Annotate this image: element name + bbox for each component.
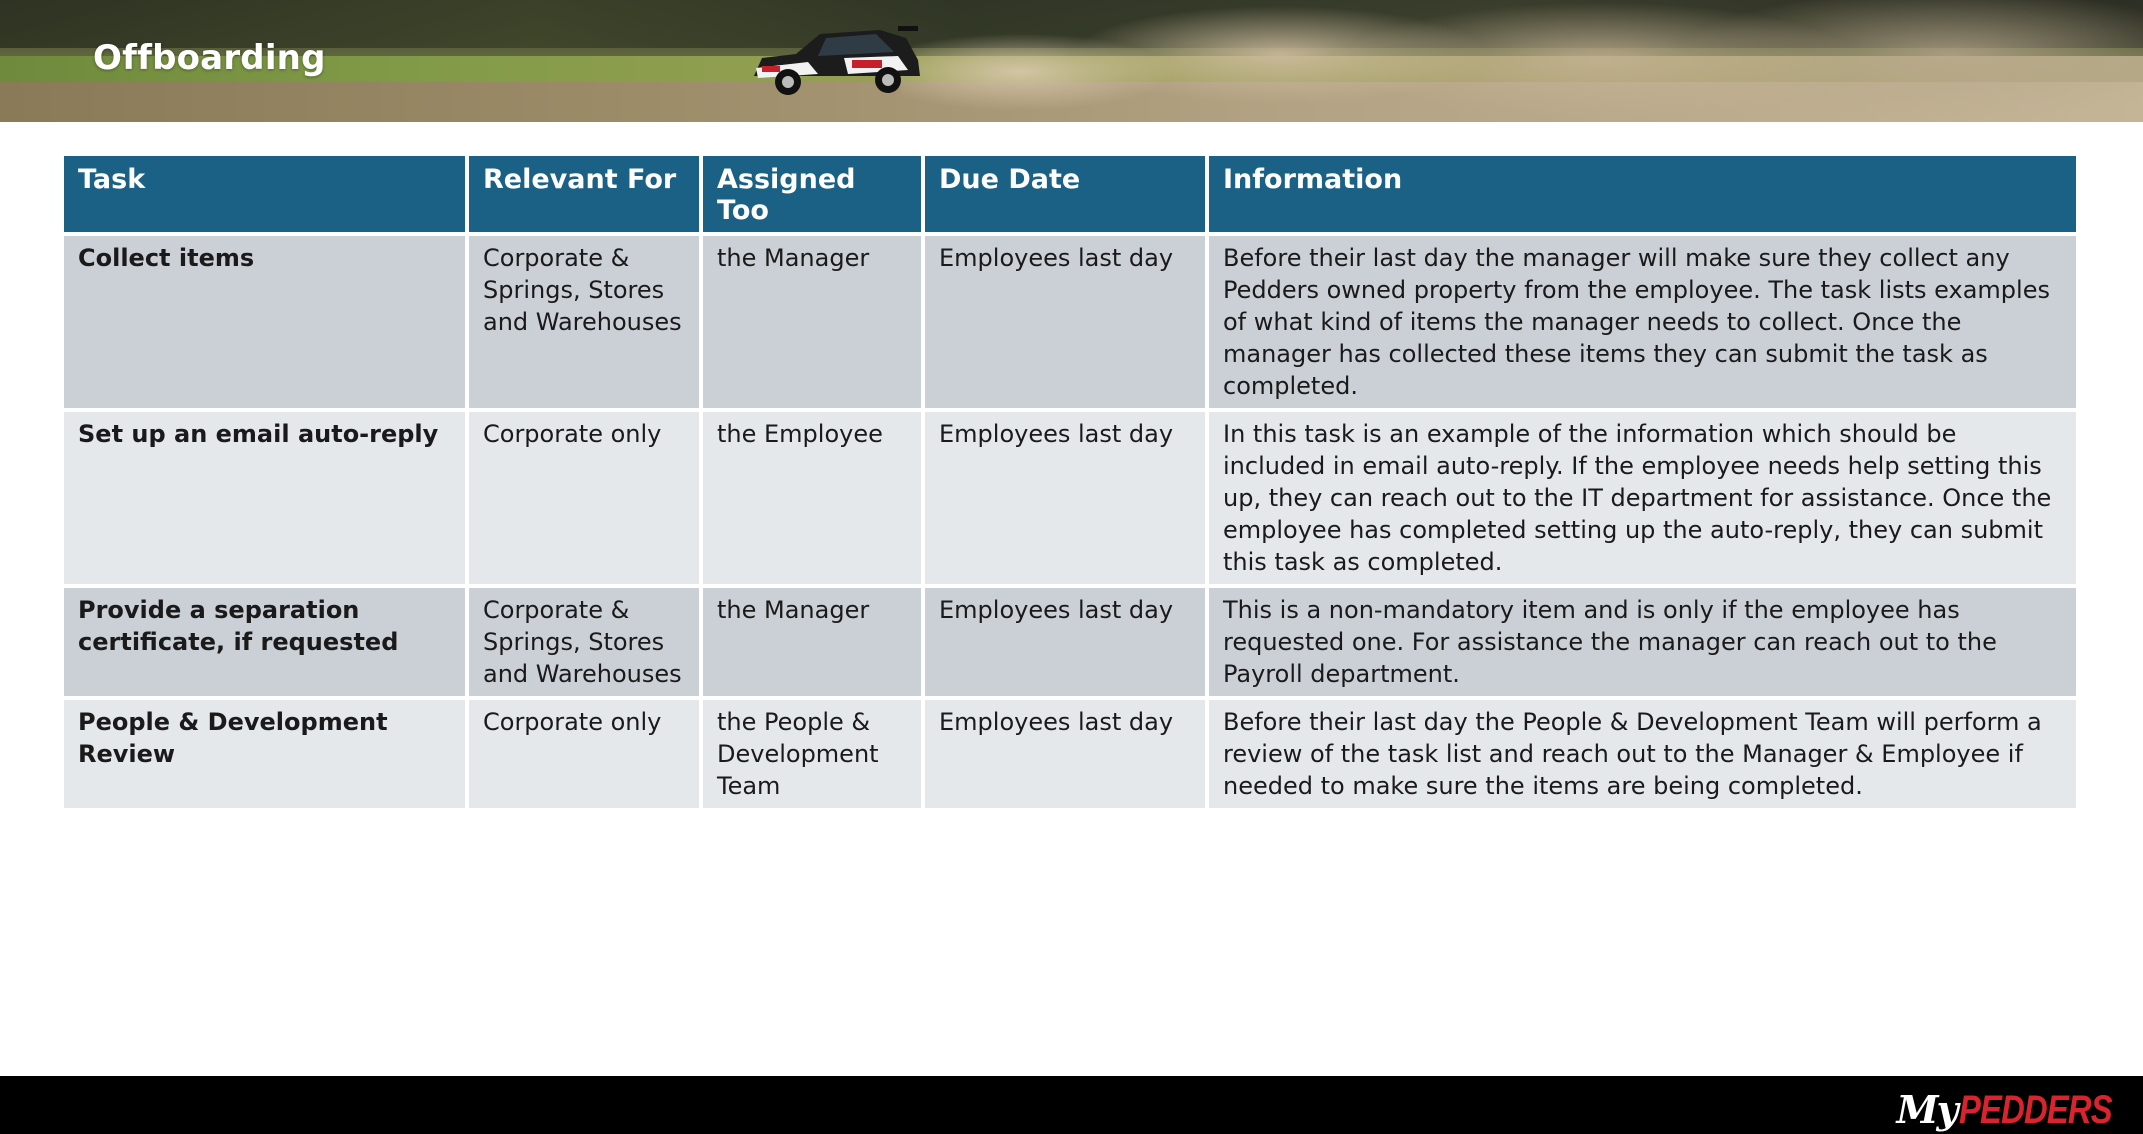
column-header-relevant-for: Relevant For xyxy=(467,154,701,234)
offboarding-table xyxy=(60,152,2080,812)
table-header-row xyxy=(62,154,2078,234)
due-date-cell: Employees last day xyxy=(923,698,1207,810)
information-cell: Before their last day the People & Development Team will perform a review of the task list and reach out to the Manager & Employee if needed to make sure the items are being completed. xyxy=(1207,698,2078,810)
task-cell: Provide a separation certificate, if requested xyxy=(62,586,467,698)
header-banner xyxy=(0,0,2143,122)
table-row xyxy=(62,586,2078,698)
relevant-for-cell: Corporate only xyxy=(467,698,701,810)
mypedders-logo xyxy=(1896,1082,2113,1132)
column-header-assigned-to: Assigned Too xyxy=(701,154,923,234)
table-row xyxy=(62,410,2078,586)
information-cell: This is a non-mandatory item and is only if the employee has requested one. For assistance the manager can reach out to the Payroll department. xyxy=(1207,586,2078,698)
banner-dust-cloud xyxy=(900,0,2143,122)
assigned-to-cell: the People & Development Team xyxy=(701,698,923,810)
information-cell: Before their last day the manager will make sure they collect any Pedders owned property from the employee. The task lists examples of what kind of items the manager needs to collect. Once the manager has collected these items they can submit the task as completed. xyxy=(1207,234,2078,410)
column-header-due-date: Due Date xyxy=(923,154,1207,234)
table-row xyxy=(62,234,2078,410)
logo-brand-text: PEDDERS xyxy=(1958,1088,2112,1132)
logo-my-text: My xyxy=(1896,1087,1957,1132)
relevant-for-cell: Corporate & Springs, Stores and Warehouses xyxy=(467,234,701,410)
task-cell: Collect items xyxy=(62,234,467,410)
due-date-cell: Employees last day xyxy=(923,586,1207,698)
offboarding-table-container xyxy=(60,152,2076,812)
page-title: Offboarding xyxy=(93,38,326,78)
assigned-to-cell: the Manager xyxy=(701,586,923,698)
assigned-to-cell: the Manager xyxy=(701,234,923,410)
task-cell: People & Development Review xyxy=(62,698,467,810)
assigned-to-cell: the Employee xyxy=(701,410,923,586)
column-header-task: Task xyxy=(62,154,467,234)
footer-bar xyxy=(0,1076,2143,1134)
relevant-for-cell: Corporate & Springs, Stores and Warehouses xyxy=(467,586,701,698)
column-header-information: Information xyxy=(1207,154,2078,234)
information-cell: In this task is an example of the information which should be included in email auto-reply. If the employee needs help setting this up, they can reach out to the IT department for assistance. Once the employee has completed setting up the auto-reply, they can submit this task as completed. xyxy=(1207,410,2078,586)
rally-car-image xyxy=(748,24,924,98)
due-date-cell: Employees last day xyxy=(923,410,1207,586)
task-cell: Set up an email auto-reply xyxy=(62,410,467,586)
table-row xyxy=(62,698,2078,810)
relevant-for-cell: Corporate only xyxy=(467,410,701,586)
due-date-cell: Employees last day xyxy=(923,234,1207,410)
